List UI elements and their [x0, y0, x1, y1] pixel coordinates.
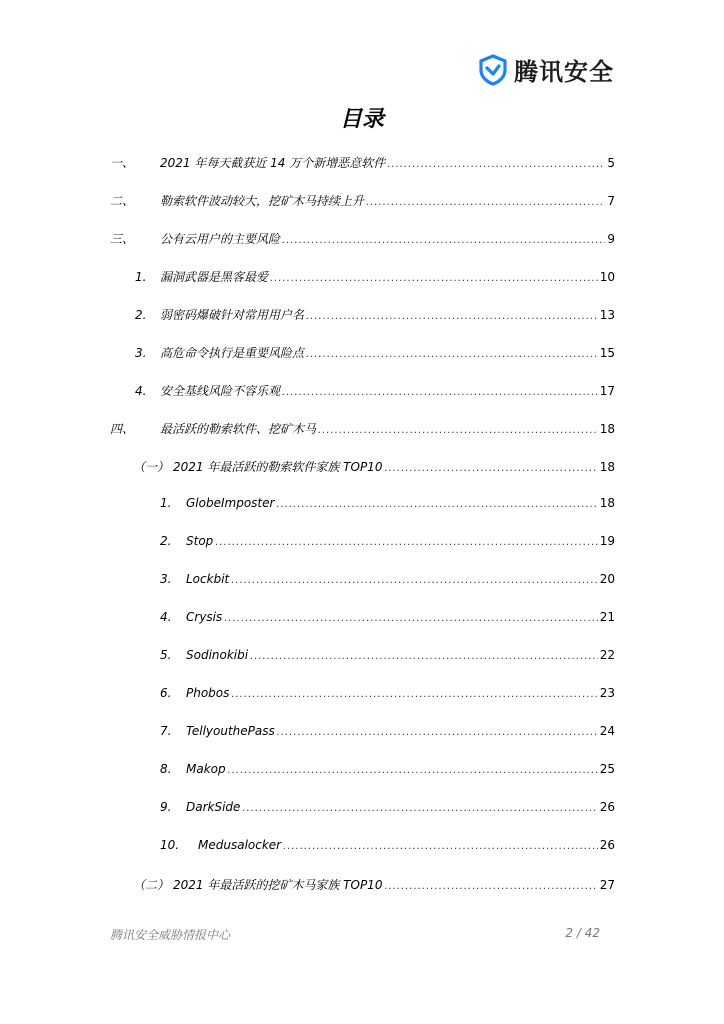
toc-entry[interactable] [160, 800, 615, 822]
toc-page: 26 [599, 838, 615, 852]
toc-number: 4. [135, 384, 147, 398]
toc-number: 3. [160, 572, 172, 586]
toc-number: 5. [160, 648, 172, 662]
toc-entry[interactable] [135, 344, 615, 366]
toc-leader [384, 463, 597, 474]
brand-logo [478, 52, 614, 87]
toc-number: 三、 [110, 232, 135, 246]
toc-entry[interactable] [110, 420, 615, 442]
toc-title: 漏洞武器是黑客最爱 [160, 270, 269, 284]
toc-number: 3. [135, 346, 147, 360]
toc-page: 7 [607, 194, 615, 208]
footer-page-number: 2 / 42 [565, 926, 600, 940]
toc-title: Crysis [186, 610, 223, 624]
toc-number: 2. [135, 308, 147, 322]
toc-leader [231, 575, 597, 586]
toc-leader [270, 273, 598, 284]
toc-title: 高危命令执行是重要风险点 [160, 346, 305, 360]
toc-leader [215, 537, 597, 548]
toc-title: Lockbit [186, 572, 230, 586]
toc-entry[interactable] [133, 458, 615, 480]
toc-number: 9. [160, 800, 172, 814]
toc-entry[interactable] [160, 610, 615, 632]
toc-entry[interactable] [110, 192, 615, 214]
toc-title: Makop [186, 762, 226, 776]
toc-title: 2021 年最活跃的勒索软件家族 TOP10 [173, 460, 383, 474]
toc-entry[interactable] [160, 724, 615, 746]
toc-leader [224, 613, 597, 624]
toc-number: 8. [160, 762, 172, 776]
toc-title: 安全基线风险不容乐观 [160, 384, 281, 398]
toc-leader [387, 159, 605, 170]
toc-entry[interactable] [160, 762, 615, 784]
toc-page: 10 [599, 270, 615, 284]
toc-entry[interactable] [160, 838, 615, 860]
toc-page: 20 [599, 572, 615, 586]
toc-entry[interactable] [135, 306, 615, 328]
toc-entry[interactable] [160, 648, 615, 670]
toc-page: 13 [599, 308, 615, 322]
toc-leader [242, 803, 597, 814]
brand-name: 腾讯安全 [514, 58, 614, 86]
toc-leader [250, 651, 598, 662]
toc-page: 18 [599, 422, 615, 436]
toc-number: 6. [160, 686, 172, 700]
toc-number: 1. [160, 496, 172, 510]
toc-entry[interactable] [135, 382, 615, 404]
toc-entry[interactable] [135, 268, 615, 290]
toc-title: TellyouthePass [186, 724, 275, 738]
toc-page: 27 [599, 878, 615, 892]
toc-entry[interactable] [160, 572, 615, 594]
toc-number: 7. [160, 724, 172, 738]
toc-entry[interactable] [160, 496, 615, 518]
toc-number: 二、 [110, 194, 135, 208]
toc-title: Phobos [186, 686, 230, 700]
toc-entry[interactable] [133, 876, 615, 898]
toc-number: 4. [160, 610, 172, 624]
toc-leader [282, 235, 605, 246]
toc-title: 最活跃的勒索软件、挖矿木马 [160, 422, 317, 436]
toc-number: 1. [135, 270, 147, 284]
toc-page: 21 [599, 610, 615, 624]
toc-number: 10. [160, 838, 180, 852]
toc-title: 2021 年每天截获近 14 万个新增恶意软件 [160, 156, 386, 170]
toc-page: 18 [599, 496, 615, 510]
toc-leader [384, 881, 597, 892]
footer-source: 腾讯安全威胁情报中心 [110, 928, 231, 942]
toc-title: Medusalocker [198, 838, 282, 852]
toc-number: 一、 [110, 156, 135, 170]
toc-title: 弱密码爆破针对常用用户名 [160, 308, 305, 322]
toc-leader [276, 499, 597, 510]
toc-page: 19 [599, 534, 615, 548]
toc-leader [306, 349, 598, 360]
toc-page: 24 [599, 724, 615, 738]
toc-title: Stop [186, 534, 214, 548]
toc-number: （一） [133, 460, 170, 474]
toc-page: 5 [607, 156, 615, 170]
toc-page: 17 [599, 384, 615, 398]
toc-title: 2021 年最活跃的挖矿木马家族 TOP10 [173, 878, 383, 892]
toc-page: 22 [599, 648, 615, 662]
toc-title: Sodinokibi [186, 648, 249, 662]
toc-title: 勒索软件波动较大，挖矿木马持续上升 [160, 194, 365, 208]
toc-title: GlobeImposter [186, 496, 275, 510]
toc-page: 18 [599, 460, 615, 474]
toc-page: 9 [607, 232, 615, 246]
toc-leader [277, 727, 598, 738]
toc-leader [306, 311, 598, 322]
toc-entry[interactable] [160, 534, 615, 556]
toc-leader [318, 425, 598, 436]
toc-page: 23 [599, 686, 615, 700]
toc-number: （二） [133, 878, 170, 892]
toc-title: 公有云用户的主要风险 [160, 232, 281, 246]
toc-leader [228, 765, 598, 776]
toc-entry[interactable] [110, 230, 615, 252]
toc-page: 26 [599, 800, 615, 814]
toc-page: 25 [599, 762, 615, 776]
toc-page: 15 [599, 346, 615, 360]
toc-entry[interactable] [160, 686, 615, 708]
toc-leader [366, 197, 605, 208]
toc-number: 四、 [110, 422, 135, 436]
toc-number: 2. [160, 534, 172, 548]
toc-leader [283, 841, 598, 852]
toc-leader [231, 689, 597, 700]
page-title: 目录 [339, 107, 384, 132]
tencent-security-shield-icon [478, 54, 508, 86]
toc-leader [282, 387, 598, 398]
toc-entry[interactable] [110, 154, 615, 176]
toc-title: DarkSide [186, 800, 241, 814]
